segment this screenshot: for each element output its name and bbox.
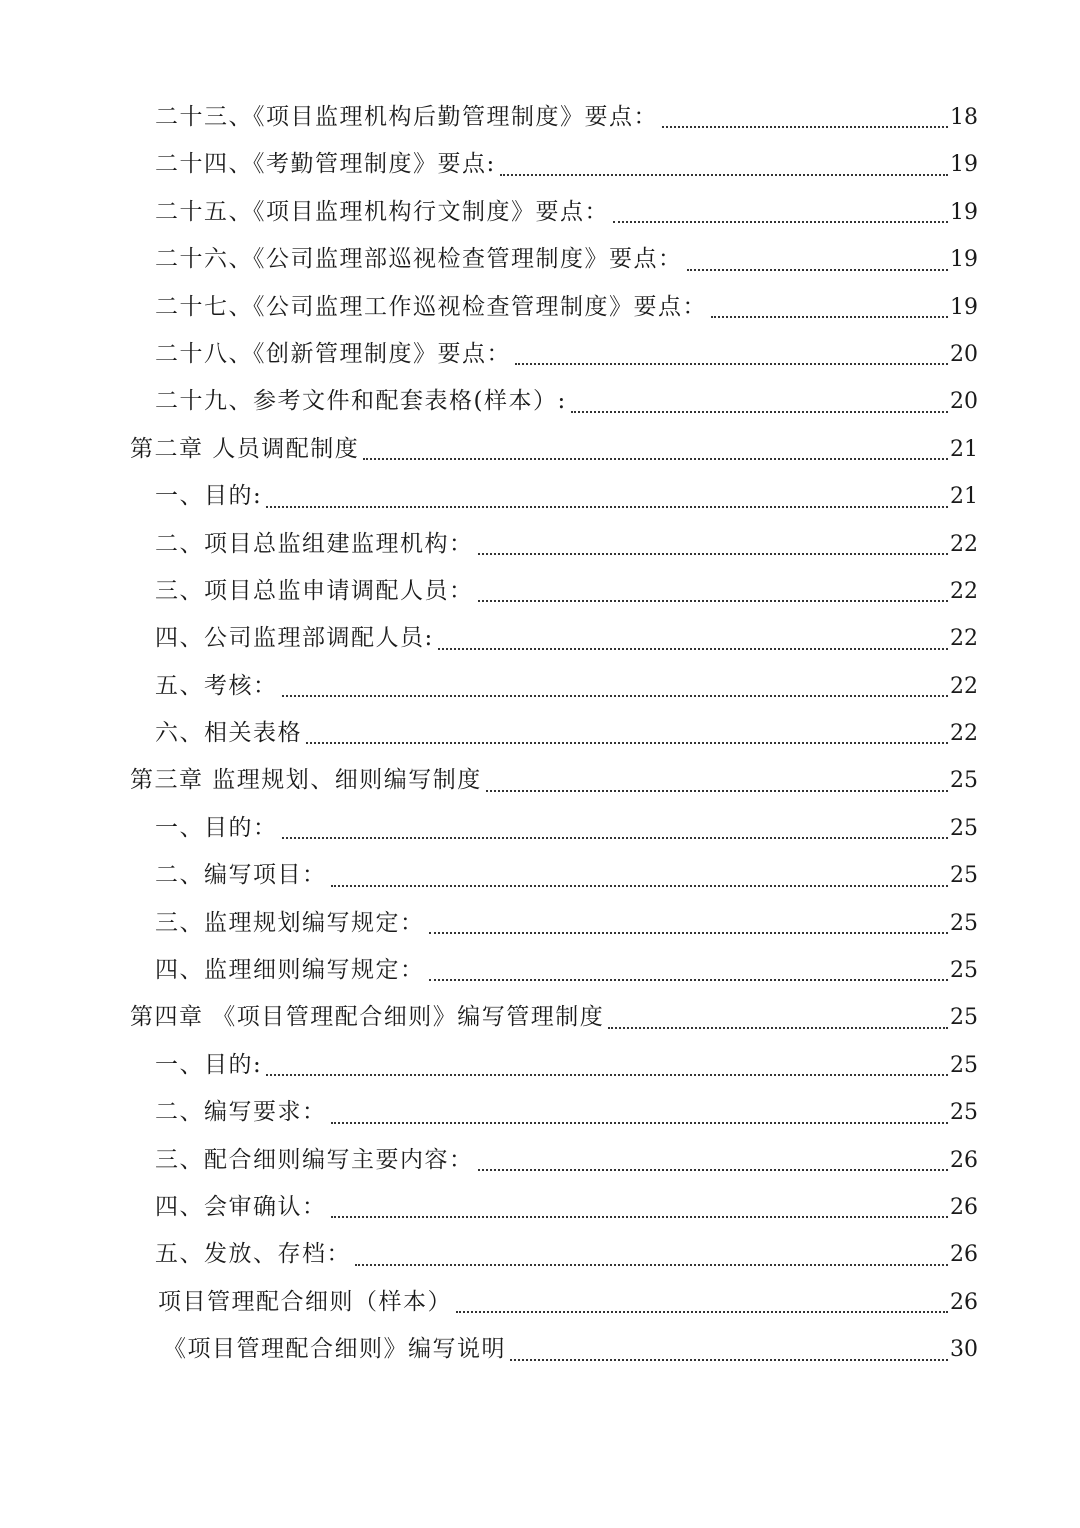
toc-entry-title: 四、会审确认： <box>155 1193 327 1220</box>
toc-page-number: 26 <box>950 1289 978 1315</box>
toc-dot-leader <box>486 790 948 792</box>
toc-dot-leader <box>662 126 948 128</box>
toc-section-entry[interactable] <box>130 710 978 757</box>
toc-page-number: 26 <box>950 1194 978 1220</box>
toc-entry-title: 五、考核： <box>155 672 278 699</box>
toc-section-entry[interactable] <box>130 141 978 188</box>
toc-page-number: 19 <box>950 247 978 273</box>
toc-section-entry[interactable] <box>130 1231 978 1278</box>
toc-entry-title: 二十七、《公司监理工作巡视检查管理制度》要点： <box>155 293 707 320</box>
toc-entry-title: 第三章 监理规划、细则编写制度 <box>130 767 482 794</box>
toc-page-number: 25 <box>950 958 978 984</box>
toc-section-entry[interactable] <box>130 568 978 615</box>
toc-dot-leader <box>687 269 949 271</box>
toc-section-entry[interactable] <box>130 1042 978 1089</box>
toc-page-number: 25 <box>950 768 978 794</box>
toc-page-number: 21 <box>950 484 978 510</box>
toc-dot-leader <box>429 932 949 934</box>
toc-dot-leader <box>331 1122 949 1124</box>
toc-section-entry[interactable] <box>130 284 978 331</box>
toc-section-entry[interactable] <box>130 473 978 520</box>
toc-dot-leader <box>478 1169 949 1171</box>
toc-dot-leader <box>478 553 949 555</box>
toc-entry-title: 《项目管理配合细则》编写说明 <box>163 1336 506 1363</box>
toc-entry-title: 项目管理配合细则（样本） <box>158 1288 452 1315</box>
toc-dot-leader <box>500 174 948 176</box>
toc-entry-title: 一、目的: <box>155 483 263 510</box>
toc-section-entry[interactable] <box>130 947 978 994</box>
toc-page-number: 20 <box>950 389 978 415</box>
toc-section-entry[interactable] <box>130 94 978 141</box>
toc-section-entry[interactable] <box>130 521 978 568</box>
toc-dot-leader <box>331 885 949 887</box>
toc-section-entry[interactable] <box>130 1184 978 1231</box>
toc-entry-title: 六、相关表格 <box>155 720 302 747</box>
toc-chapter-entry[interactable] <box>130 757 978 804</box>
toc-dot-leader <box>331 1216 949 1218</box>
toc-entry-title: 四、监理细则编写规定： <box>155 957 425 984</box>
toc-chapter-entry[interactable] <box>130 426 978 473</box>
toc-page-number: 22 <box>950 626 978 652</box>
toc-entry-title: 二、项目总监组建监理机构： <box>155 530 474 557</box>
toc-section-entry[interactable] <box>130 189 978 236</box>
toc-entry-title: 二、编写项目： <box>155 862 327 889</box>
toc-page-number: 26 <box>950 1242 978 1268</box>
toc-page-number: 19 <box>950 152 978 178</box>
toc-dot-leader <box>438 648 948 650</box>
toc-dot-leader <box>515 363 948 365</box>
toc-entry-title: 五、发放、存档： <box>155 1241 351 1268</box>
toc-dot-leader <box>363 458 948 460</box>
toc-page-number: 22 <box>950 673 978 699</box>
toc-entry-title: 二十四、《考勤管理制度》要点: <box>155 151 496 178</box>
toc-dot-leader <box>478 600 949 602</box>
toc-page-number: 18 <box>950 104 978 130</box>
toc-dot-leader <box>711 316 948 318</box>
toc-section-entry[interactable] <box>130 331 978 378</box>
toc-entry-title: 四、公司监理部调配人员: <box>155 625 434 652</box>
toc-page-number: 20 <box>950 341 978 367</box>
toc-section-entry[interactable] <box>130 1326 978 1373</box>
toc-page-number: 25 <box>950 815 978 841</box>
toc-page-number: 25 <box>950 1100 978 1126</box>
toc-entry-title: 二、编写要求： <box>155 1099 327 1126</box>
toc-dot-leader <box>266 1074 948 1076</box>
toc-entry-title: 三、监理规划编写规定： <box>155 909 425 936</box>
toc-section-entry[interactable] <box>130 1137 978 1184</box>
toc-entry-title: 二十六、《公司监理部巡视检查管理制度》要点： <box>155 246 683 273</box>
toc-page-number: 21 <box>950 436 978 462</box>
toc-dot-leader <box>510 1359 948 1361</box>
toc-dot-leader <box>282 837 949 839</box>
toc-section-entry[interactable] <box>130 615 978 662</box>
toc-dot-leader <box>306 742 948 744</box>
toc-entry-title: 二十五、《项目监理机构行文制度》要点： <box>155 198 609 225</box>
toc-entry-title: 二十八、《创新管理制度》要点： <box>155 340 511 367</box>
toc-page-number: 22 <box>950 578 978 604</box>
toc-page-number: 19 <box>950 294 978 320</box>
toc-dot-leader <box>282 695 949 697</box>
toc-entry-title: 第四章 《项目管理配合细则》编写管理制度 <box>130 1004 605 1031</box>
toc-page-number: 25 <box>950 1052 978 1078</box>
toc-section-entry[interactable] <box>130 663 978 710</box>
toc-page-number: 25 <box>950 910 978 936</box>
toc-dot-leader <box>613 221 948 223</box>
toc-section-entry[interactable] <box>130 900 978 947</box>
toc-entry-title: 三、配合细则编写主要内容： <box>155 1146 474 1173</box>
toc-dot-leader <box>429 979 949 981</box>
toc-entry-title: 二十九、参考文件和配套表格(样本）: <box>155 388 567 415</box>
toc-entry-title: 第二章 人员调配制度 <box>130 435 360 462</box>
toc-section-entry[interactable] <box>130 378 978 425</box>
toc-page-number: 22 <box>950 721 978 747</box>
toc-dot-leader <box>456 1311 948 1313</box>
toc-dot-leader <box>571 411 948 413</box>
toc-chapter-entry[interactable] <box>130 994 978 1041</box>
toc-page-number: 19 <box>950 199 978 225</box>
toc-dot-leader <box>266 506 948 508</box>
toc-dot-leader <box>608 1027 948 1029</box>
table-of-contents <box>130 94 978 1374</box>
toc-page-number: 26 <box>950 1147 978 1173</box>
toc-section-entry[interactable] <box>130 805 978 852</box>
toc-entry-title: 一、目的: <box>155 1051 263 1078</box>
toc-page-number: 25 <box>950 863 978 889</box>
toc-entry-title: 三、项目总监申请调配人员： <box>155 577 474 604</box>
toc-section-entry[interactable] <box>130 1279 978 1326</box>
toc-entry-title: 一、目的： <box>155 814 278 841</box>
toc-section-entry[interactable] <box>130 236 978 283</box>
toc-entry-title: 二十三、《项目监理机构后勤管理制度》要点： <box>155 103 658 130</box>
toc-section-entry[interactable] <box>130 852 978 899</box>
toc-page-number: 22 <box>950 531 978 557</box>
toc-dot-leader <box>355 1264 948 1266</box>
toc-page-number: 30 <box>950 1337 978 1363</box>
toc-section-entry[interactable] <box>130 1089 978 1136</box>
toc-page-number: 25 <box>950 1005 978 1031</box>
